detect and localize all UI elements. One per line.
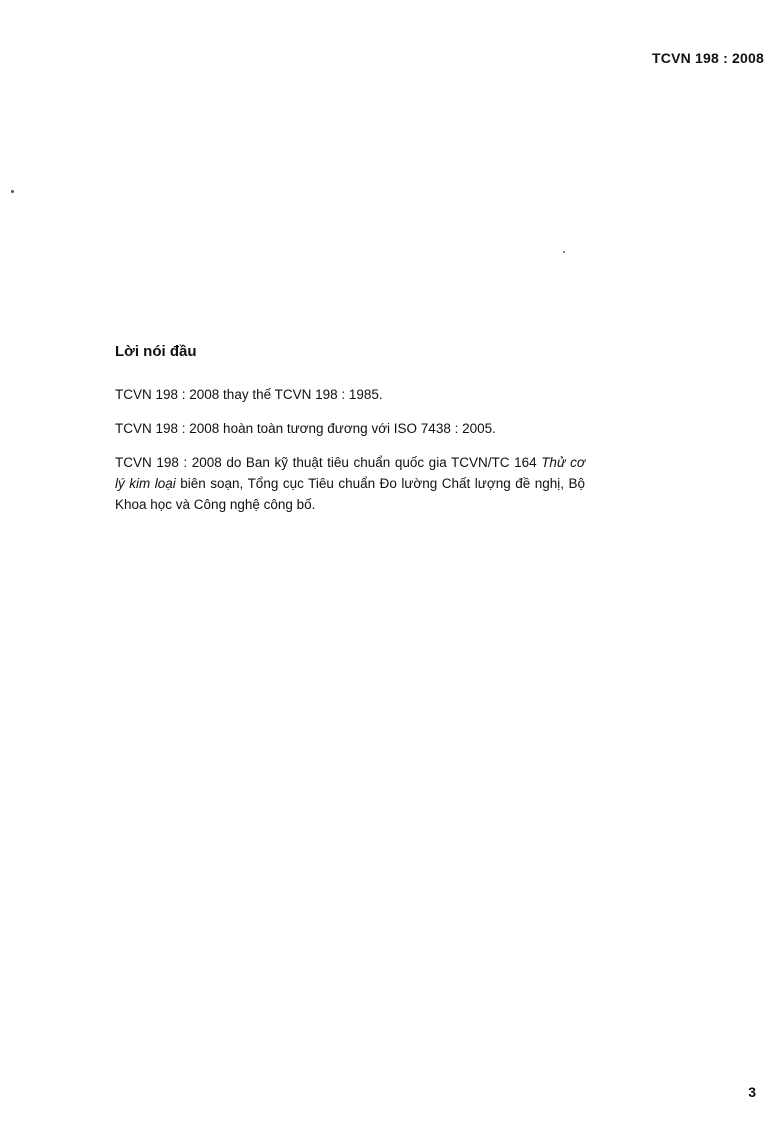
foreword-paragraph-replacement: TCVN 198 : 2008 thay thế TCVN 198 : 1985. bbox=[115, 387, 383, 402]
page-number: 3 bbox=[748, 1084, 756, 1100]
document-code: TCVN 198 : 2008 bbox=[652, 50, 764, 66]
authorship-text-start: TCVN 198 : 2008 do Ban kỹ thuật tiêu chuẩn quốc gia TCVN/TC 164 bbox=[115, 455, 537, 470]
committee-name-italic: Thử cơ lý kim loại bbox=[115, 455, 585, 491]
scan-speck bbox=[563, 251, 565, 253]
foreword-paragraph-authorship bbox=[115, 452, 585, 515]
foreword-paragraph-equivalence: TCVN 198 : 2008 hoàn toàn tương đương với ISO 7438 : 2005. bbox=[115, 421, 496, 436]
authorship-text-end: biên soạn, Tổng cục Tiêu chuẩn Đo lường Chất lượng đề nghị, Bộ Khoa học và Công nghệ công bố. bbox=[115, 476, 586, 512]
foreword-section bbox=[115, 343, 585, 528]
scan-speck bbox=[11, 190, 14, 193]
foreword-heading: Lời nói đầu bbox=[115, 343, 197, 360]
